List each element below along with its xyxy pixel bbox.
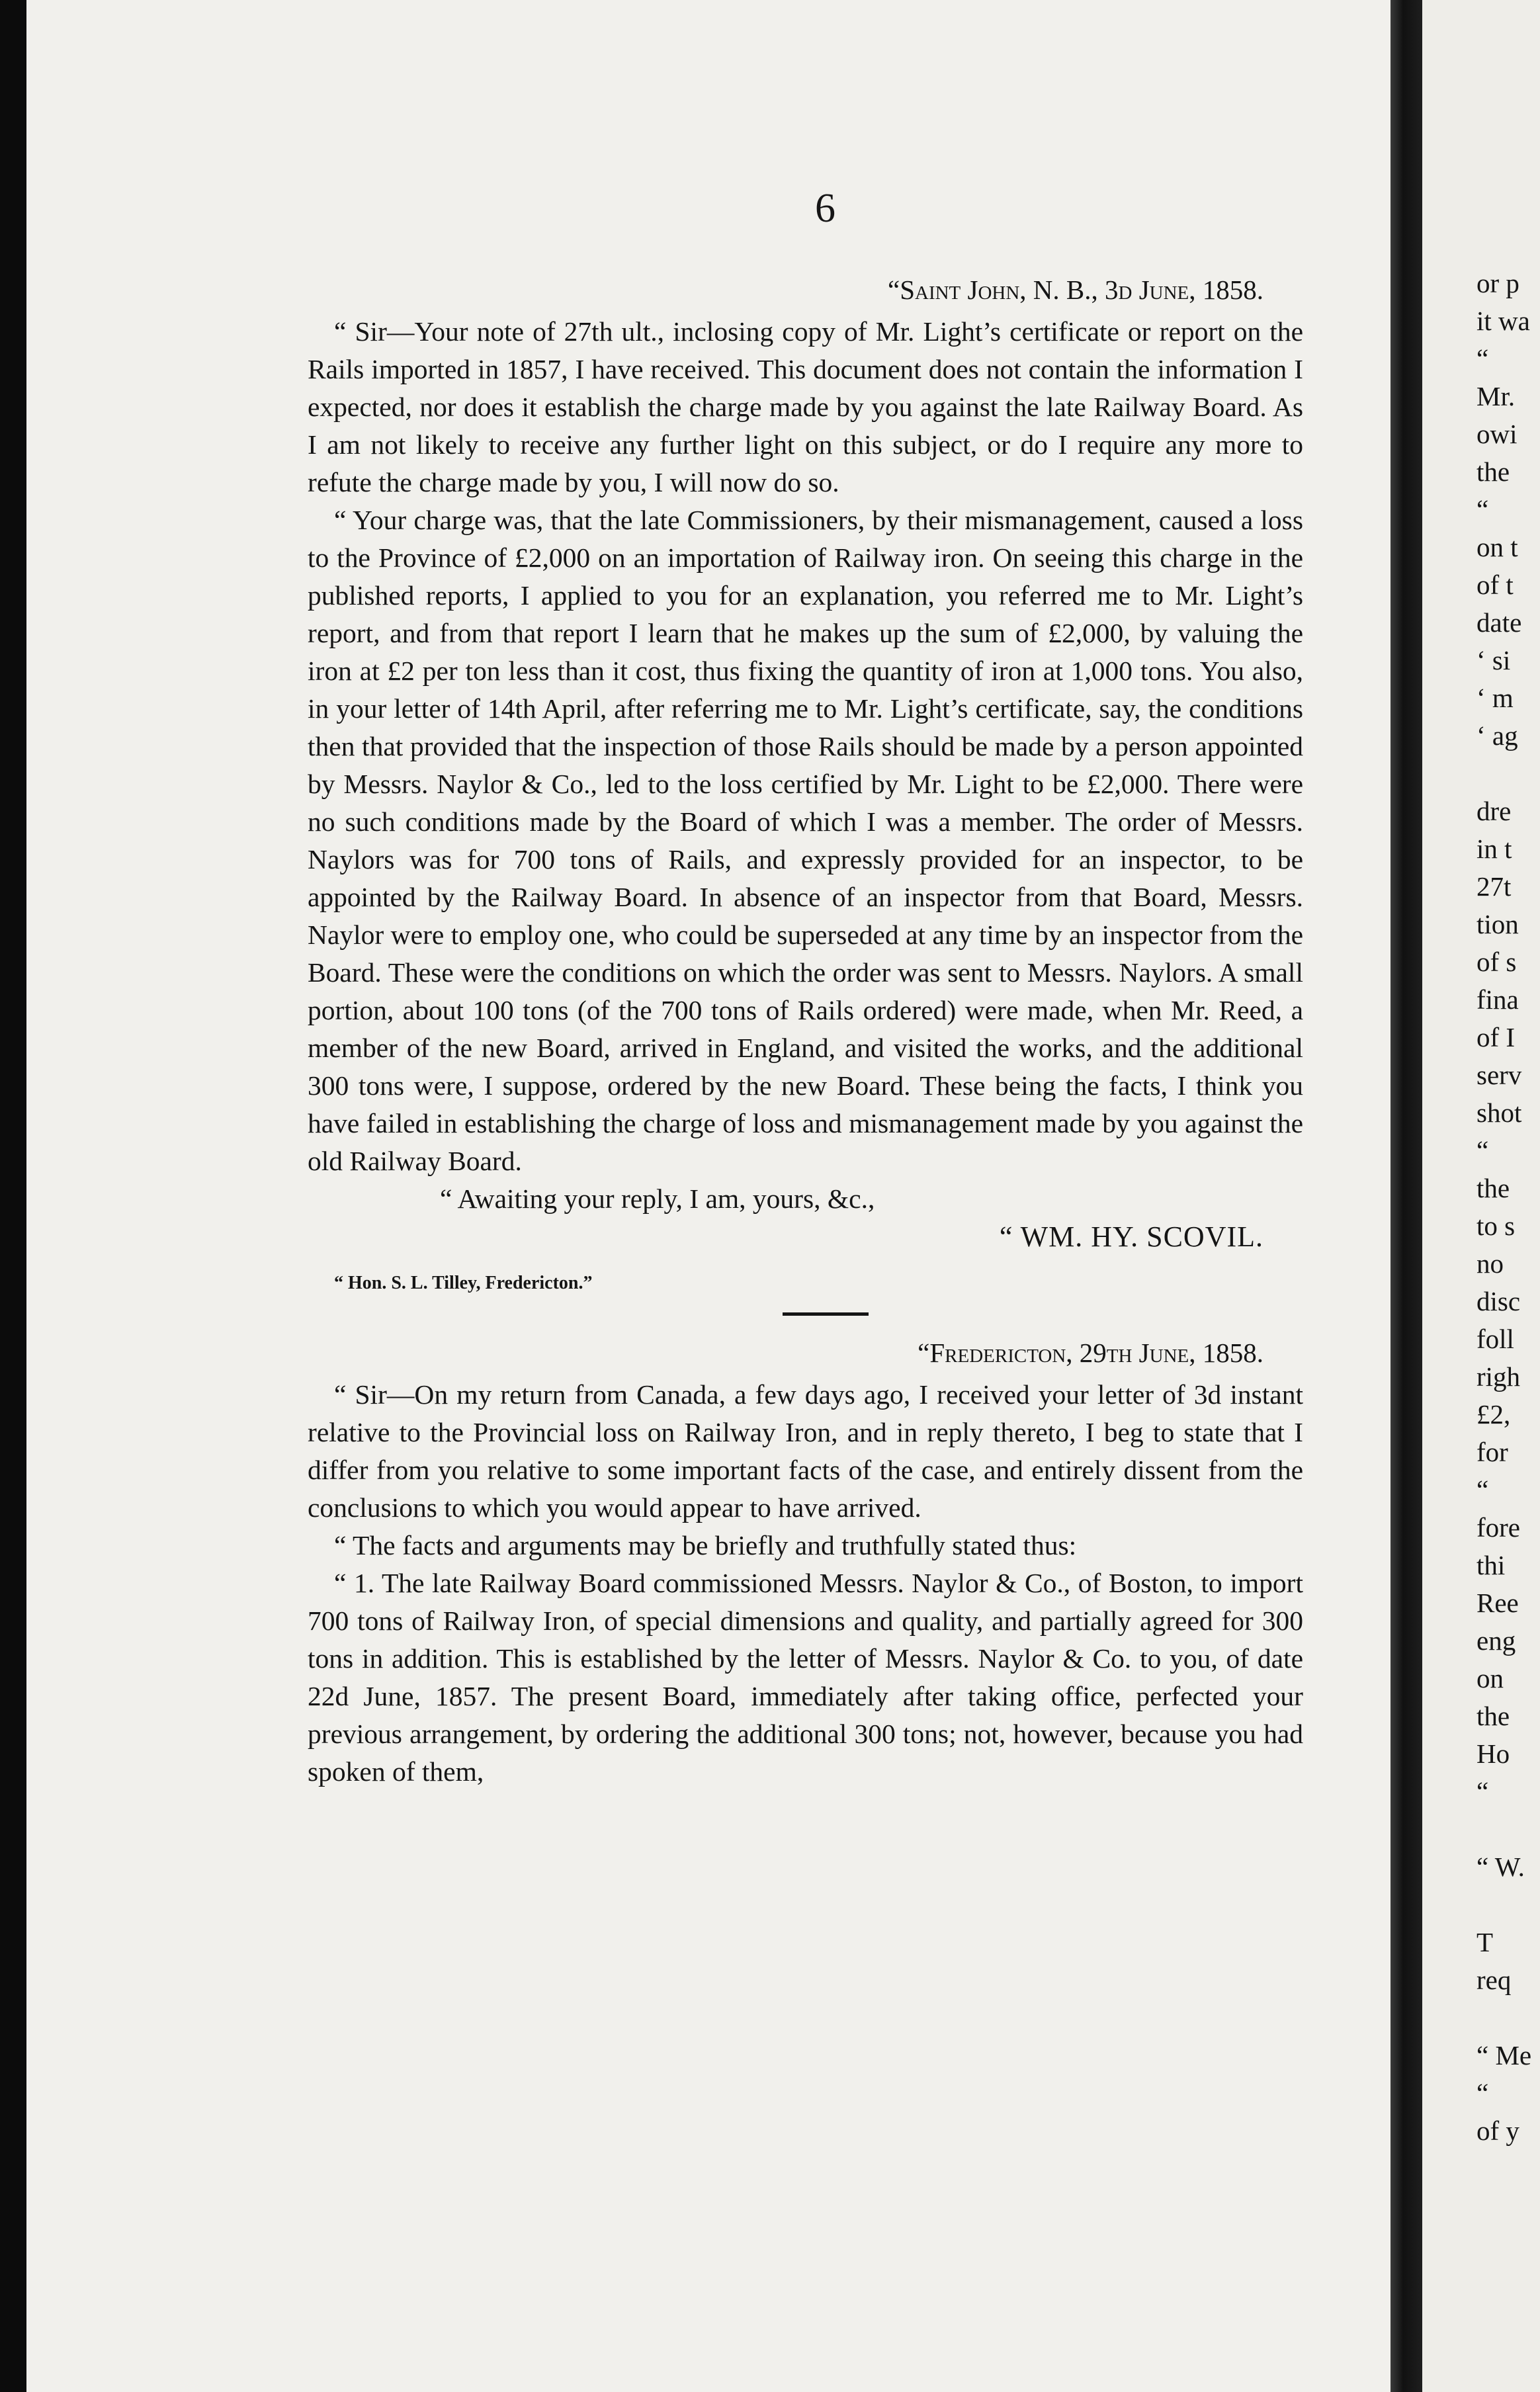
letter1-addressee: “ Hon. S. L. Tilley, Fredericton.” xyxy=(334,1273,593,1293)
right-page-line: shot xyxy=(1476,1097,1522,1128)
right-page-line: 27t xyxy=(1476,871,1512,902)
right-page-line xyxy=(1476,1811,1540,1848)
right-page-line: date xyxy=(1476,607,1522,638)
right-page-line: ‘ si xyxy=(1476,645,1511,675)
right-page-line: Ree xyxy=(1476,1588,1519,1618)
right-page-line: no xyxy=(1476,1248,1504,1279)
right-page-line: “ Me xyxy=(1476,2040,1532,2071)
right-page-line: of s xyxy=(1476,947,1517,977)
letter2-paragraph: “ Sir—On my return from Canada, a few days ago, I received your letter of 3d instant relative to the Provincial loss on Railway Iron, and in reply thereto, I beg to state that I differ from you relative to some important facts of the case, and entirely dissent from the conclusions to which you would appear to have arrived. xyxy=(308,1379,1303,1523)
right-page-line: foll xyxy=(1476,1324,1514,1354)
right-page-line: it wa xyxy=(1476,306,1530,336)
right-page-line: or p xyxy=(1476,268,1519,298)
right-page-line: “ xyxy=(1476,2078,1489,2108)
right-page-line: serv xyxy=(1476,1060,1522,1090)
letter2-dateline: “Fredericton, 29th June, 1858. xyxy=(918,1338,1263,1368)
letter1-closing: “ Awaiting your reply, I am, yours, &c., xyxy=(440,1183,875,1214)
right-page-line: ‘ m xyxy=(1476,683,1514,713)
right-page-line: in t xyxy=(1476,833,1512,864)
right-page-line xyxy=(1476,1999,1540,2037)
right-page-line: of I xyxy=(1476,1022,1516,1052)
letter1-dateline: “Saint John, N. B., 3d June, 1858. xyxy=(888,275,1263,305)
right-page-line: req xyxy=(1476,1965,1512,1995)
right-page-line: T xyxy=(1476,1927,1494,1957)
letter2-paragraph: “ The facts and arguments may be briefly and truthfully stated thus: xyxy=(334,1530,1077,1560)
right-page-line: the xyxy=(1476,1173,1510,1203)
right-page-line: Ho xyxy=(1476,1738,1510,1769)
right-page-line: £2, xyxy=(1476,1399,1511,1430)
right-page-line: “ xyxy=(1476,1776,1489,1807)
right-page-line: thi xyxy=(1476,1550,1506,1580)
right-page-line: fore xyxy=(1476,1512,1521,1543)
right-page-line: disc xyxy=(1476,1286,1521,1316)
right-page-text xyxy=(1476,265,1540,2150)
right-page-line: “ xyxy=(1476,1474,1489,1505)
right-page-line: “ xyxy=(1476,1135,1489,1166)
right-page-line: fina xyxy=(1476,984,1519,1015)
right-page-line: on t xyxy=(1476,532,1518,562)
right-page-line xyxy=(1476,1886,1540,1924)
right-page-line: ‘ ag xyxy=(1476,720,1518,751)
right-page-line: “ W. xyxy=(1476,1852,1525,1882)
book-gutter xyxy=(1390,0,1422,2392)
letter1-paragraph: “ Your charge was, that the late Commissioners, by their mismanagement, caused a loss to the Province of £2,000 on an importation of Railway iron. On seeing this charge in the published reports, I applied to you for an explanation, you referred me to Mr. Light’s report, and from that report I learn that he makes up the sum of £2,000, by valuing the iron at £2 per ton less than it cost, thus fixing the quantity of iron at 1,000 tons. You also, in your letter of 14th April, after referring me to Mr. Light’s certificate, say, the conditions then that provided that the inspection of those Rails should be made by a person appointed by Messrs. Naylor & Co., led to the loss certified by Mr. Light to be £2,000. There were no such conditions made by the Board of which I was a member. The order of Messrs. Naylors was for 700 tons of Rails, and expressly provided for an inspector, to be appointed by the Railway Board. In absence of an inspector from that Board, Messrs. Naylor were to employ one, who could be superseded at any time by an inspector from the Board. These were the conditions on which the order was sent to Messrs. Naylors. A small portion, about 100 tons (of the 700 tons of Rails ordered) were made, when Mr. Reed, a member of the new Board, arrived in England, and visited the works, and the additional 300 tons were, I suppose, ordered by the new Board. These being the facts, I think you have failed in establishing the charge of loss and mismanagement made by you against the old Railway Board. xyxy=(308,505,1303,1176)
right-page-line: tion xyxy=(1476,909,1519,939)
right-page-line: “ xyxy=(1476,494,1489,525)
right-page-line: dre xyxy=(1476,796,1512,826)
right-page-line: for xyxy=(1476,1437,1508,1467)
right-page-line: Mr. xyxy=(1476,381,1516,411)
right-page-line: of y xyxy=(1476,2115,1519,2146)
right-page-line xyxy=(1476,755,1540,792)
right-page-line: “ xyxy=(1476,343,1489,374)
right-page-line: eng xyxy=(1476,1625,1516,1656)
right-page-line: on xyxy=(1476,1663,1504,1693)
right-page-line: owi xyxy=(1476,419,1518,449)
right-page-line: righ xyxy=(1476,1361,1521,1392)
right-page-line: the xyxy=(1476,456,1510,487)
right-page-line: the xyxy=(1476,1701,1510,1731)
right-page-line: of t xyxy=(1476,570,1514,600)
letter1-signature: “ WM. HY. SCOVIL. xyxy=(999,1220,1263,1253)
section-divider xyxy=(783,1312,869,1316)
page-number: 6 xyxy=(815,186,835,231)
letter2-paragraph: “ 1. The late Railway Board commissioned Messrs. Naylor & Co., of Boston, to import 700 tons of Railway Iron, of special dimensions and quality, and partially agreed for 300 tons in addition. This is established by the letter of Messrs. Naylor & Co. to you, of date 22d June, 1857. The present Board, immediately after taking office, perfected your previous arrangement, by ordering the additional 300 tons; not, however, because you had spoken of them, xyxy=(308,1568,1303,1787)
page-text xyxy=(308,185,1303,1791)
letter1-paragraph: “ Sir—Your note of 27th ult., inclosing copy of Mr. Light’s certificate or report on the Rails imported in 1857, I have received. This document does not contain the information I expected, nor does it establish the charge made by you against the late Railway Board. As I am not likely to receive any further light on this subject, or do I require any more to refute the charge made by you, I will now do so. xyxy=(308,316,1303,497)
right-page-line: to s xyxy=(1476,1211,1516,1241)
